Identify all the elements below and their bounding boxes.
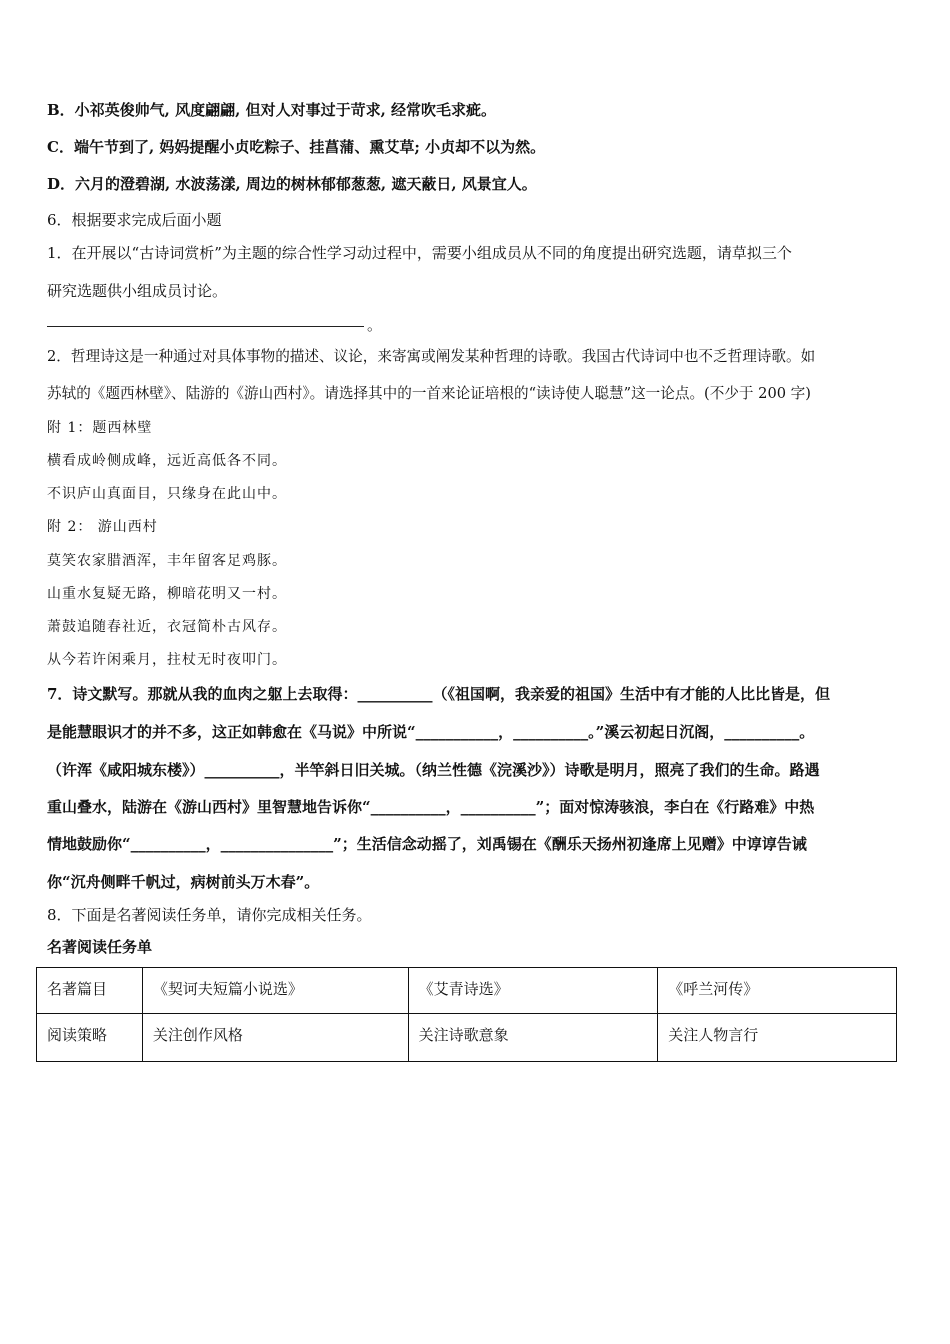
- table-row: [37, 1014, 897, 1062]
- poem2-line: 从今若许闲乘月，拄杖无时夜叩门。: [47, 652, 287, 668]
- poem2-line: 莫笑农家腊酒浑，丰年留客足鸡豚。: [47, 553, 287, 569]
- q6-item1-line1: 1．在开展以“古诗词赏析”为主题的综合性学习动过程中，需要小组成员从不同的角度提出研究选题，请草拟三个: [47, 244, 792, 262]
- table-cell: 名著篇目: [37, 968, 143, 1014]
- q7-line: 7．诗文默写。那就从我的血肉之躯上去取得：__________（《祖国啊，我亲爱的祖国》生活中有才能的人比比皆是，但: [47, 685, 830, 703]
- q7-line: 是能慧眼识才的并不多，这正如韩愈在《马说》中所说“___________，__________。”溪云初起日沉阁，__________。: [47, 723, 815, 741]
- q7-line: 你“沉舟侧畔千帆过，病树前头万木春”。: [47, 873, 320, 891]
- table-cell: 《呼兰河传》: [658, 968, 897, 1014]
- poem2-title: 附 2： 游山西村: [47, 519, 158, 535]
- table-cell: 阅读策略: [37, 1014, 143, 1062]
- q7-line: 情地鼓励你“__________，_______________”；生活信念动摇了，刘禹锡在《酬乐天扬州初逢席上见赠》中谆谆告诫: [47, 835, 807, 853]
- q7-line: （许浑《咸阳城东楼》）__________，半竿斜日旧关城。（纳兰性德《浣溪沙》）诗歌是明月，照亮了我们的生命。路遇: [47, 761, 820, 779]
- poem2-line: 山重水复疑无路，柳暗花明又一村。: [47, 586, 287, 602]
- poem1-title: 附 1：题西林壁: [47, 420, 153, 436]
- table-row: [37, 968, 897, 1014]
- reading-task-table: [36, 967, 897, 1062]
- poem1-line: 横看成岭侧成峰，远近高低各不同。: [47, 453, 287, 469]
- poem2-line: 萧鼓追随春社近，衣冠简朴古风存。: [47, 619, 287, 635]
- q6-title: 6．根据要求完成后面小题: [47, 211, 222, 229]
- poem1-line: 不识庐山真面目，只缘身在此山中。: [47, 486, 287, 502]
- table-title: 名著阅读任务单: [47, 938, 153, 956]
- q8-title: 8．下面是名著阅读任务单，请你完成相关任务。: [47, 906, 372, 924]
- q7-line: 重山叠水，陆游在《游山西村》里智慧地告诉你“__________，__________”；面对惊涛骇浪，李白在《行路难》中热: [47, 798, 815, 816]
- option-d: D．六月的澄碧湖, 水波荡漾, 周边的树林郁郁葱葱, 遮天蔽日, 风景宜人。: [47, 175, 537, 193]
- table-cell: 《艾青诗选》: [408, 968, 658, 1014]
- option-c: C．端午节到了, 妈妈提醒小贞吃粽子、挂菖蒲、熏艾草; 小贞却不以为然。: [47, 138, 546, 156]
- q6-item2-line1: 2．哲理诗这是一种通过对具体事物的描述、议论，来寄寓或阐发某种哲理的诗歌。我国古代诗词中也不乏哲理诗歌。如: [47, 348, 816, 365]
- q6-item2-line2: 苏轼的《题西林壁》、陆游的《游山西村》。请选择其中的一首来论证培根的“读诗使人聪慧”这一论点。(不少于 200 字): [47, 385, 811, 402]
- table-cell: 关注诗歌意象: [408, 1014, 658, 1062]
- option-b: B．小祁英俊帅气, 风度翩翩, 但对人对事过于苛求, 经常吹毛求疵。: [47, 101, 497, 119]
- blank-end-mark: 。: [367, 316, 383, 334]
- q6-item1-line2: 研究选题供小组成员讨论。: [47, 282, 228, 300]
- table-cell: 关注人物言行: [658, 1014, 897, 1062]
- table-cell: 关注创作风格: [142, 1014, 408, 1062]
- answer-blank-line: [47, 326, 364, 327]
- table-cell: 《契诃夫短篇小说选》: [142, 968, 408, 1014]
